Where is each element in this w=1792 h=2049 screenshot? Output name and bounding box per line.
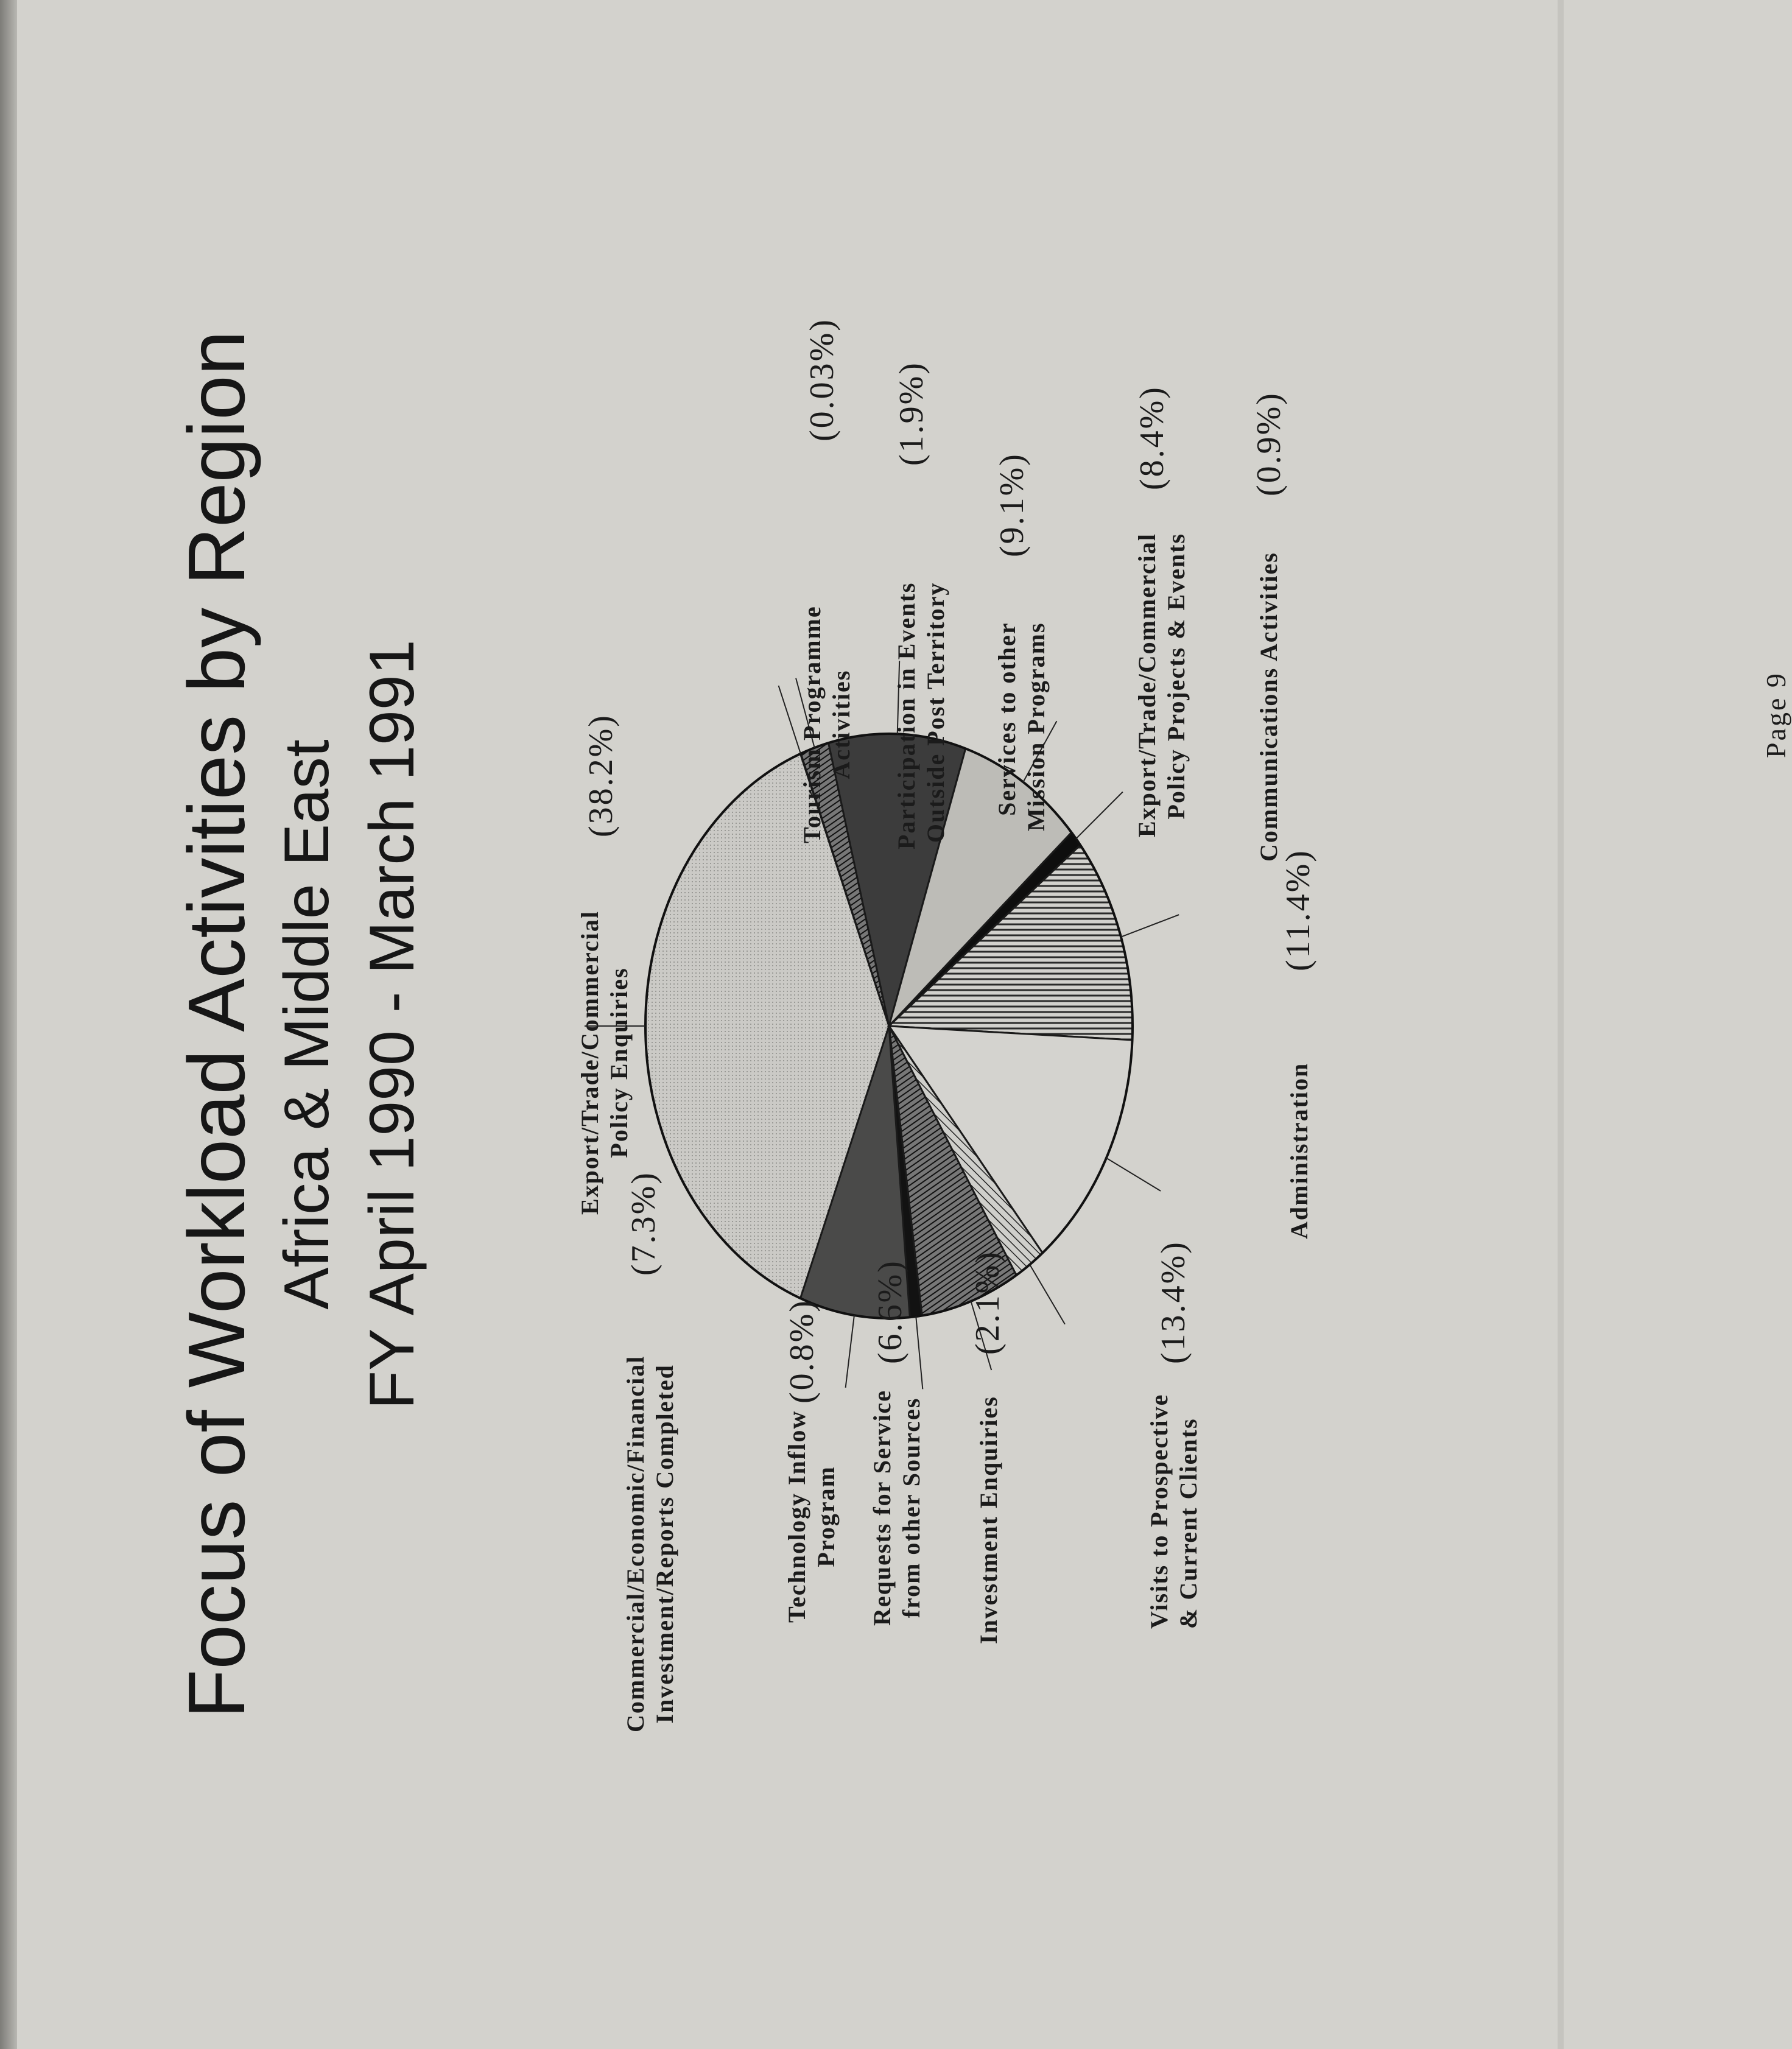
leader-line <box>1030 1265 1065 1324</box>
label-line: Export/Trade/Commercial <box>1133 533 1161 837</box>
pct-export-trade-enquiries: (38.2%) <box>582 714 620 837</box>
label-commercial-reports <box>621 1355 680 1732</box>
label-line: from other Sources <box>898 1397 925 1618</box>
label-requests-service <box>868 1390 926 1626</box>
label-line: Policy Enquiries <box>605 967 633 1158</box>
label-line: Services to other <box>993 622 1021 816</box>
label-line: Commercial/Economic/Financial <box>622 1355 649 1732</box>
label-export-trade-enquiries <box>575 910 634 1215</box>
label-administration <box>1285 1063 1314 1239</box>
pct-communications: (0.9%) <box>1250 392 1288 496</box>
chart-title: Focus of Workload Activities by Region <box>172 330 261 1719</box>
label-line: Activities <box>827 669 855 779</box>
label-line: Participation in Events <box>893 582 920 849</box>
label-line: Investment/Reports Completed <box>651 1364 678 1724</box>
label-line: Requests for Service <box>868 1389 896 1626</box>
pct-tourism: (0.03%) <box>803 318 841 441</box>
pct-investment-enquiries: (2.1%) <box>969 1250 1007 1355</box>
label-line: Investment Enquiries <box>975 1396 1002 1644</box>
page-number: Page 9 <box>1760 672 1791 758</box>
pct-administration: (11.4%) <box>1279 849 1317 971</box>
pct-participation-events: (1.9%) <box>893 361 930 466</box>
label-services-other <box>993 622 1051 831</box>
label-line: Policy Projects & Events <box>1162 533 1190 820</box>
label-line: Visits to Prospective <box>1145 1393 1173 1629</box>
label-line: Mission Programs <box>1022 622 1050 831</box>
label-line: Technology Inflow <box>783 1410 810 1623</box>
leader-line <box>1076 792 1123 838</box>
label-line: Administration <box>1285 1062 1313 1239</box>
pct-export-trade-projects: (8.4%) <box>1133 385 1171 490</box>
label-technology-inflow <box>782 1410 841 1623</box>
pct-commercial-reports: (7.3%) <box>625 1171 662 1276</box>
label-line: Export/Trade/Commercial <box>576 910 603 1215</box>
label-tourism <box>798 605 856 843</box>
leader-line <box>1121 915 1179 937</box>
pie-slices <box>645 734 1133 1318</box>
pct-requests-service: (6.6%) <box>871 1259 909 1364</box>
leader-line <box>916 1316 922 1389</box>
pct-services-other: (9.1%) <box>993 452 1031 557</box>
pct-visits-clients: (13.4%) <box>1154 1240 1192 1364</box>
label-investment-enquiries <box>974 1396 1003 1644</box>
label-line: Program <box>812 1466 840 1567</box>
label-line: Communications Activities <box>1255 552 1282 862</box>
label-visits-clients <box>1145 1394 1203 1629</box>
label-line: & Current Clients <box>1175 1418 1202 1629</box>
chart-subtitle-period: FY April 1990 - March 1991 <box>357 639 427 1410</box>
leader-line <box>1106 1158 1161 1191</box>
chart-subtitle-region: Africa & Middle East <box>272 739 342 1310</box>
label-participation-events <box>892 582 950 849</box>
pct-technology-inflow: (0.8%) <box>783 1299 821 1404</box>
label-line: Outside Post Territory <box>922 582 949 843</box>
leader-line <box>846 1315 854 1388</box>
label-communications <box>1254 552 1284 862</box>
label-line: Tourism Programme <box>798 605 826 843</box>
label-export-trade-projects <box>1133 533 1191 837</box>
